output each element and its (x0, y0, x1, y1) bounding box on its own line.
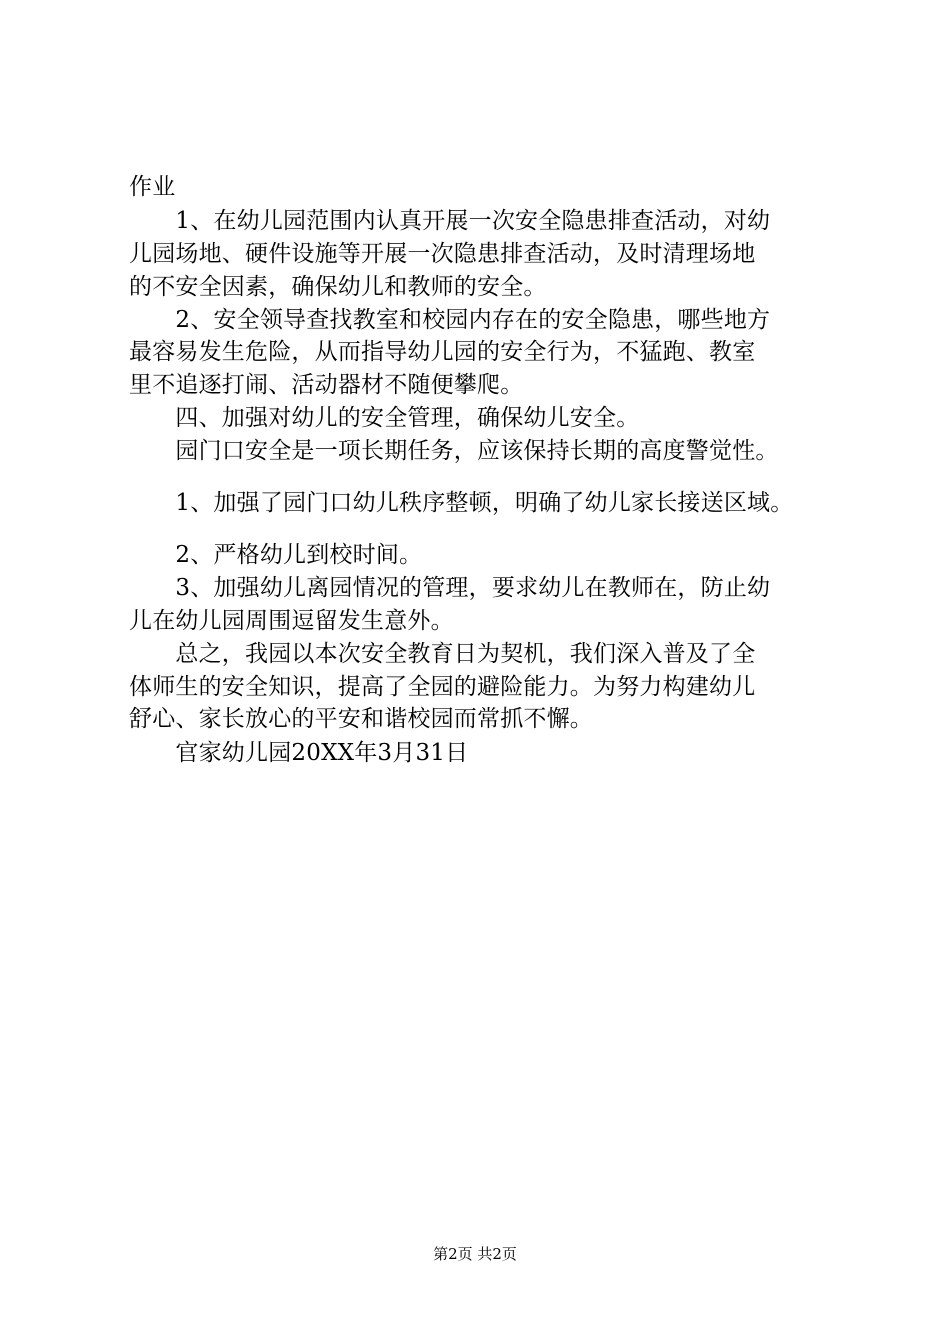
text-line: 的不安全因素，确保幼儿和教师的安全。 (129, 274, 547, 300)
text-line: 儿园场地、硬件设施等开展一次隐患排查活动，及时清理场地 (129, 241, 756, 267)
text-line: 里不追逐打闹、活动器材不随便攀爬。 (129, 372, 524, 398)
text-line: 1、加强了园门口幼儿秩序整顿，明确了幼儿家长接送区域。 (129, 490, 794, 516)
text-line: 2、严格幼儿到校时间。 (129, 542, 423, 568)
text-line: 1、在幼儿园范围内认真开展一次安全隐患排查活动，对幼 (129, 208, 771, 234)
text-line: 2、安全领导查找教室和校园内存在的安全隐患，哪些地方 (129, 307, 771, 333)
text-line: 总之，我园以本次安全教育日为契机，我们深入普及了全 (129, 641, 756, 667)
text-line: 儿在幼儿园周围逗留发生意外。 (129, 608, 454, 634)
text-line: 舒心、家长放心的平安和谐校园而常抓不懈。 (129, 706, 593, 732)
text-line: 作业 (129, 174, 176, 200)
page-number-footer: 第2页 共2页 (433, 1245, 517, 1263)
text-line: 四、加强对幼儿的安全管理，确保幼儿安全。 (129, 405, 640, 431)
text-line: 园门口安全是一项长期任务，应该保持长期的高度警觉性。 (129, 438, 779, 464)
text-line: 官家幼儿园20XX年3月31日 (129, 740, 469, 766)
text-line: 3、加强幼儿离园情况的管理，要求幼儿在教师在，防止幼 (129, 575, 771, 601)
text-line: 最容易发生危险，从而指导幼儿园的安全行为，不猛跑、教室 (129, 339, 756, 365)
text-line: 体师生的安全知识，提高了全园的避险能力。为努力构建幼儿 (129, 674, 756, 700)
